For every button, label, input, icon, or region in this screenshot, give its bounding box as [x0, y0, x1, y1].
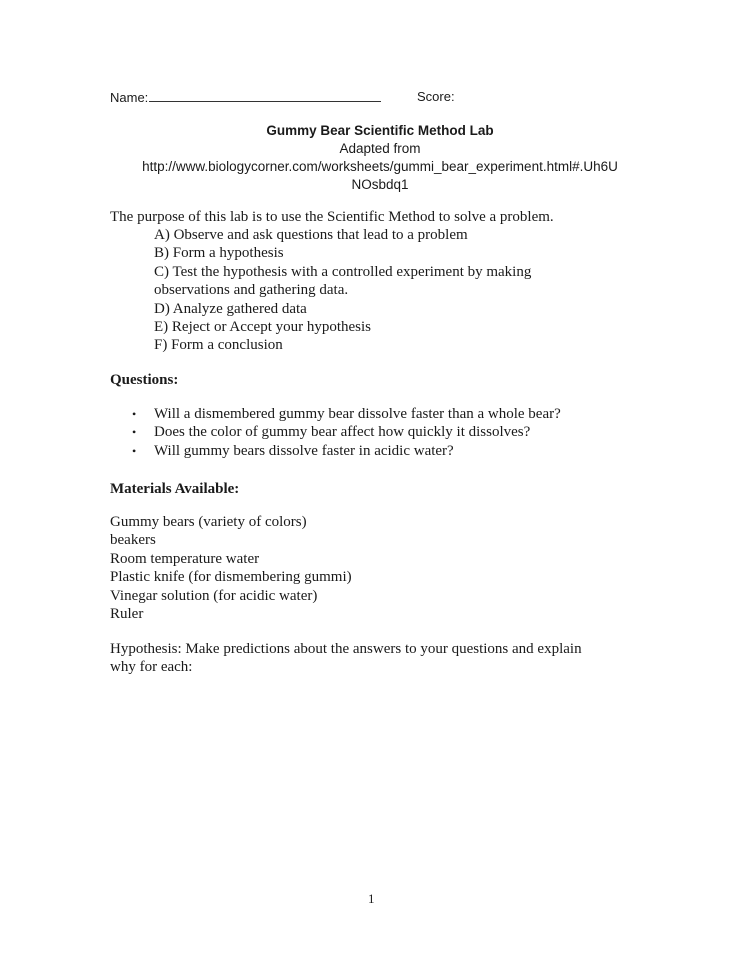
- material-item: Vinegar solution (for acidic water): [110, 587, 318, 604]
- question-text: Does the color of gummy bear affect how quickly it dissolves?: [154, 424, 531, 441]
- title-block: [100, 122, 660, 194]
- step-b: B) Form a hypothesis: [154, 245, 284, 262]
- step-c-continued: observations and gathering data.: [154, 282, 349, 299]
- material-item: Room temperature water: [110, 550, 260, 567]
- materials-list: [110, 513, 352, 623]
- question-text: Will a dismembered gummy bear dissolve faster than a whole bear?: [154, 406, 561, 422]
- material-item: beakers: [110, 532, 156, 549]
- hypothesis-line-1: Hypothesis: Make predictions about the answers to your questions and explain: [110, 641, 582, 657]
- scientific-method-steps: [154, 226, 614, 355]
- hypothesis-prompt: [110, 640, 582, 677]
- material-item: Gummy bears (variety of colors): [110, 514, 307, 530]
- name-label: Name:: [110, 90, 149, 105]
- source-url-line-1: http://www.biologycorner.com/worksheets/gummi_bear_experiment.html#.Uh6U: [142, 159, 618, 174]
- bullet-icon: •: [132, 443, 137, 458]
- step-e: E) Reject or Accept your hypothesis: [154, 319, 372, 336]
- question-text: Will gummy bears dissolve faster in acidic water?: [154, 442, 454, 459]
- bullet-icon: •: [132, 425, 137, 440]
- source-url-line-2: NOsbdq1: [351, 177, 409, 192]
- step-d: D) Analyze gathered data: [154, 300, 307, 317]
- page-number: 1: [368, 891, 375, 906]
- hypothesis-line-2: why for each:: [110, 659, 193, 676]
- material-item: Plastic knife (for dismembering gummi): [110, 569, 352, 586]
- document-title: Gummy Bear Scientific Method Lab: [266, 123, 494, 138]
- step-a: A) Observe and ask questions that lead to a problem: [154, 227, 468, 243]
- material-item: Ruler: [110, 606, 144, 623]
- materials-heading: Materials Available:: [110, 481, 240, 497]
- name-blank-line[interactable]: [149, 89, 381, 102]
- questions-heading: Questions:: [110, 372, 179, 388]
- name-field[interactable]: [110, 89, 381, 105]
- step-f: F) Form a conclusion: [154, 337, 283, 354]
- purpose-intro: The purpose of this lab is to use the Scientific Method to solve a problem.: [110, 209, 554, 225]
- question-item: [132, 442, 561, 460]
- adapted-from-label: Adapted from: [339, 141, 421, 156]
- question-item: [132, 405, 561, 423]
- question-item: [132, 423, 561, 441]
- bullet-icon: •: [132, 407, 137, 421]
- step-c: C) Test the hypothesis with a controlled experiment by making: [154, 263, 532, 280]
- questions-list: [132, 405, 561, 460]
- score-label: Score:: [417, 89, 455, 104]
